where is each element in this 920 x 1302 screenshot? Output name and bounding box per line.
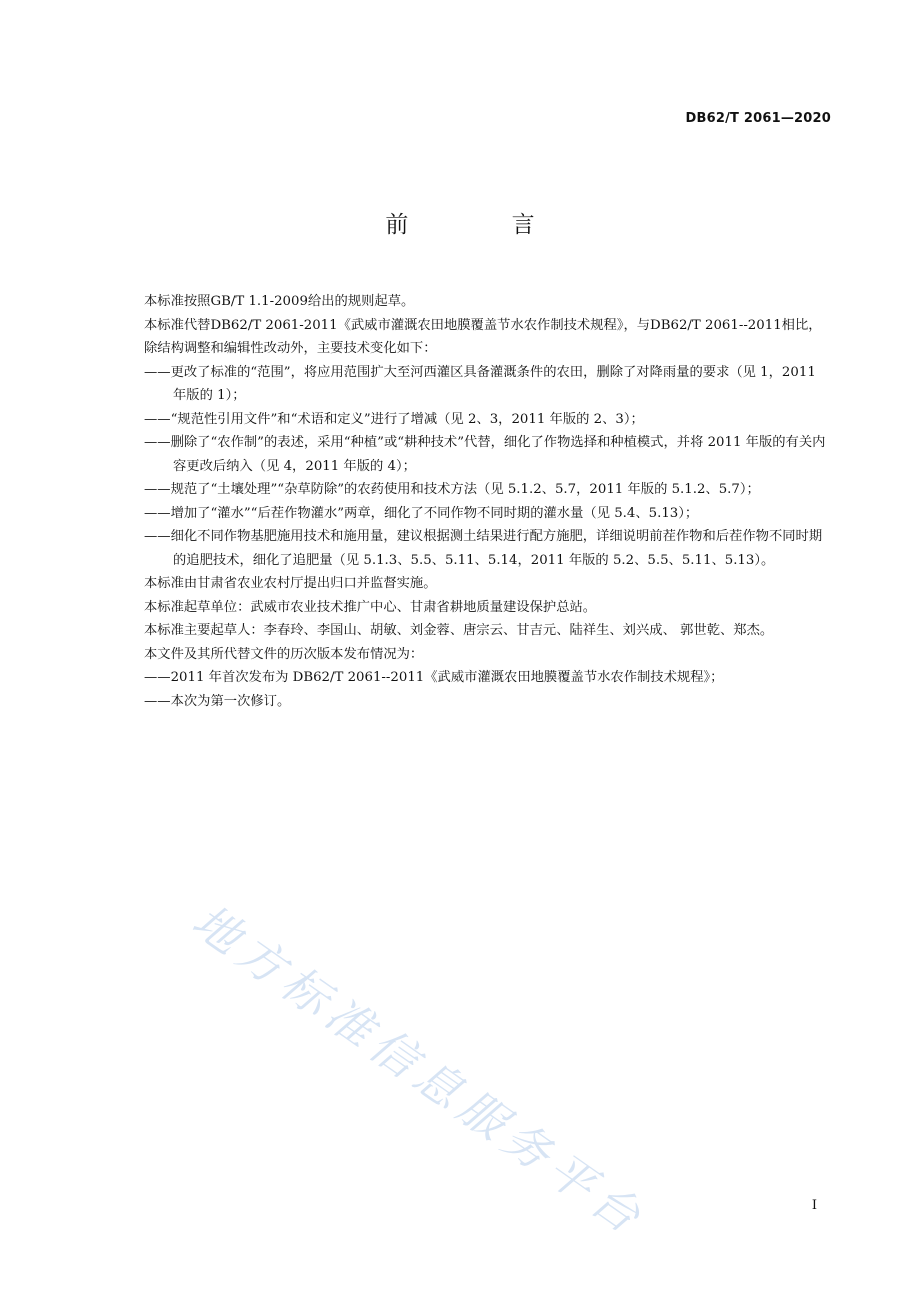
page-number: I [811,1198,817,1213]
watermark: 地方标准信息服务平台 [182,893,657,1248]
history-item: ——2011 年首次发布为 DB62/T 2061--2011《武威市灌溉农田地膜覆盖节水农作制技术规程》； [144,670,724,685]
replacement-text: 本标准代替DB62/T 2061-2011《武威市灌溉农田地膜覆盖节水农作制技术规程》，与DB62/T 2061--2011相比，除结构调整和编辑性改动外，主要技术变化如下： [144,317,822,356]
change-item: ——“规范性引用文件”和“术语和定义”进行了增减（见 2、3，2011 年版的 2、3）； [144,411,644,427]
drafting-units-paragraph: 本标准起草单位：武威市农业技术推广中心、甘肃省耕地质量建设保护总站。 [144,599,597,615]
change-item: ——规范了“土壤处理”“杂草防除”的农药使用和技术方法（见 5.1.2、5.7，2011 年版的 5.1.2、5.7）； [144,482,760,497]
history-intro-paragraph: 本文件及其所代替文件的历次版本发布情况为： [144,646,424,662]
document-body [144,290,832,713]
history-item: ——本次为第一次修订。 [144,693,291,709]
standard-code: DB62/T 2061—2020 [685,111,831,126]
change-item: ——细化不同作物基肥施用技术和施用量，建议根据测土结果进行配方施肥，详细说明前茬作物和后茬作物不同时期的追肥技术，细化了追肥量（见 5.1.3、5.5、5.11、5.14，2011 年版的 5.2、5.5、5.11、5.13）。 [144,529,823,568]
drafters-text: 本标准主要起草人：李春玲、李国山、胡敏、刘金蓉、唐宗云、甘吉元、陆祥生、刘兴成、 郭世乾、郑杰。 [144,623,774,638]
change-item: ——删除了“农作制”的表述，采用“种植”或“耕种技术”代替，细化了作物选择和种植模式，并将 2011 年版的有关内容更改后纳入（见 4，2011 年版的 4）； [144,435,826,474]
change-item: ——更改了标准的“范围”，将应用范围扩大至河西灌区具备灌溉条件的农田，删除了对降雨量的要求（见 1，2011 年版的 1）； [144,364,816,403]
change-item: ——增加了“灌水”“后茬作物灌水”两章，细化了不同作物不同时期的灌水量（见 5.4、5.13）； [144,505,699,521]
proposer-paragraph: 本标准由甘肃省农业农村厅提出归口并监督实施。 [144,576,437,591]
drafters-paragraph [115,619,832,643]
replacement-paragraph [115,314,832,361]
changes-list [144,361,832,573]
history-list [144,666,832,713]
drafting-rule-paragraph: 本标准按照GB/T 1.1-2009给出的规则起草。 [144,294,415,309]
page-title: 前 言 [385,212,583,238]
